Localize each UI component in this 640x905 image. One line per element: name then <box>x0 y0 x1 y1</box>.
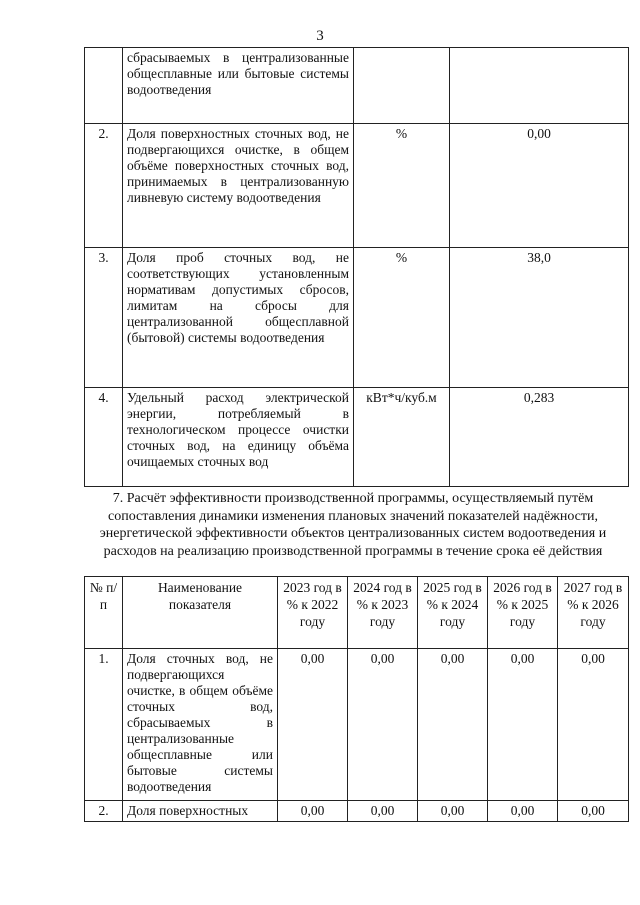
year-value: 0,00 <box>558 649 629 801</box>
year-value: 0,00 <box>418 649 488 801</box>
indicator-name: Удельный расход электрической энергии, потребляемый в технологическом процессе очистки сточных вод, на единицу объёма очищаемых сточных вод <box>123 388 354 487</box>
year-value: 0,00 <box>488 801 558 822</box>
year-value: 0,00 <box>278 801 348 822</box>
row-number: 2. <box>85 801 123 822</box>
table-header-row <box>85 577 629 649</box>
row-number: 2. <box>85 124 123 248</box>
table-row <box>85 248 629 388</box>
page-number: 3 <box>316 28 324 44</box>
header-num: № п/п <box>85 577 123 649</box>
header-year: 2027 год в % к 2026 году <box>558 577 629 649</box>
year-value: 0,00 <box>558 801 629 822</box>
indicator-name: Доля поверхностных <box>123 801 278 822</box>
section-title: 7. Расчёт эффективности производственной программы, осуществляемый путём сопоставления динамики изменения плановых значений показателей надёжности, энергетической эффективности объектов централизованных систем водоотведения и расходов на реализацию производственной программы в течение срока её действия <box>99 491 607 559</box>
header-year: 2026 год в % к 2025 году <box>488 577 558 649</box>
efficiency-table <box>84 576 629 822</box>
year-value: 0,00 <box>348 801 418 822</box>
indicator-unit: % <box>354 124 450 248</box>
indicator-name: Доля проб сточных вод, не соответствующих установленным нормативам допустимых сбросов, лимитам на сбросы для централизованной общесплавной (бытовой) системы водоотведения <box>123 248 354 388</box>
indicator-name: сбрасываемых в централизованные общесплавные или бытовые системы водоотведения <box>123 48 354 124</box>
header-name: Наименование показателя <box>123 577 278 649</box>
indicator-value <box>450 48 629 124</box>
indicator-value: 0,00 <box>450 124 629 248</box>
table-row <box>85 649 629 801</box>
row-number <box>85 48 123 124</box>
indicator-name: Доля сточных вод, не подвергающихся очистке, в общем объёме сточных вод, сбрасываемых в централизованные общесплавные или бытовые системы водоотведения <box>123 649 278 801</box>
table-row <box>85 124 629 248</box>
header-year: 2024 год в % к 2023 году <box>348 577 418 649</box>
indicator-unit <box>354 48 450 124</box>
year-value: 0,00 <box>418 801 488 822</box>
indicator-unit: кВт*ч/куб.м <box>354 388 450 487</box>
header-year: 2025 год в % к 2024 году <box>418 577 488 649</box>
year-value: 0,00 <box>348 649 418 801</box>
year-value: 0,00 <box>278 649 348 801</box>
row-number: 1. <box>85 649 123 801</box>
year-value: 0,00 <box>488 649 558 801</box>
table-row <box>85 388 629 487</box>
indicator-value: 38,0 <box>450 248 629 388</box>
indicator-name: Доля поверхностных сточных вод, не подвергающихся очистке, в общем объёме поверхностных сточных вод, принимаемых в централизованную ливневую систему водоотведения <box>123 124 354 248</box>
indicators-table <box>84 47 629 487</box>
indicator-value: 0,283 <box>450 388 629 487</box>
table-row <box>85 801 629 822</box>
header-year: 2023 год в % к 2022 году <box>278 577 348 649</box>
table-row <box>85 48 629 124</box>
indicator-unit: % <box>354 248 450 388</box>
row-number: 3. <box>85 248 123 388</box>
row-number: 4. <box>85 388 123 487</box>
